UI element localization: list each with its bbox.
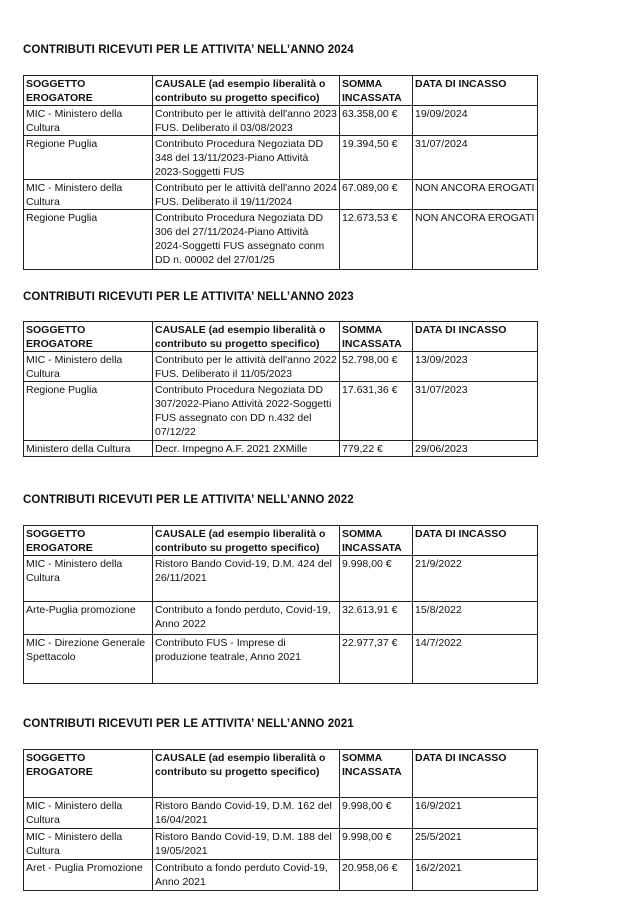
- header-data: DATA DI INCASSO: [413, 526, 538, 556]
- contributi-table-2024: [23, 75, 538, 270]
- cell-somma: 22.977,37 €: [340, 635, 413, 684]
- header-somma: SOMMA INCASSATA: [340, 322, 413, 352]
- header-somma: SOMMA INCASSATA: [340, 76, 413, 106]
- cell-somma: 52.798,00 €: [340, 352, 413, 382]
- table-row: [24, 180, 538, 210]
- cell-causale: Contributo Procedura Negoziata DD 348 del 13/11/2023-Piano Attività 2023-Soggetti FUS: [153, 136, 340, 180]
- cell-causale: Contributo per le attività dell'anno 2022 FUS. Deliberato il 11/05/2023: [153, 352, 340, 382]
- table-row: [24, 106, 538, 136]
- table-row: [24, 136, 538, 180]
- section-2024: [23, 43, 537, 266]
- header-data: DATA DI INCASSO: [413, 76, 538, 106]
- cell-data: 31/07/2023: [413, 382, 538, 441]
- cell-soggetto: MIC - Direzione Generale Spettacolo: [24, 635, 153, 684]
- cell-somma: 19.394,50 €: [340, 136, 413, 180]
- cell-somma: 9.998,00 €: [340, 556, 413, 602]
- cell-soggetto: MIC - Ministero della Cultura: [24, 829, 153, 860]
- cell-data: NON ANCORA EROGATI: [413, 210, 538, 270]
- cell-data: 16/2/2021: [413, 860, 538, 891]
- section-2022: [23, 493, 537, 663]
- cell-soggetto: Regione Puglia: [24, 136, 153, 180]
- header-soggetto: SOGGETTO EROGATORE: [24, 322, 153, 352]
- header-data: DATA DI INCASSO: [413, 322, 538, 352]
- contributi-table-2021: [23, 749, 538, 891]
- table-row: [24, 602, 538, 635]
- cell-somma: 63.358,00 €: [340, 106, 413, 136]
- cell-causale: Contributo a fondo perduto Covid-19, Anno 2021: [153, 860, 340, 891]
- table-row: [24, 635, 538, 684]
- cell-soggetto: MIC - Ministero della Cultura: [24, 106, 153, 136]
- section-title: CONTRIBUTI RICEVUTI PER LE ATTIVITA’ NELL’ANNO 2023: [23, 291, 354, 303]
- section-title: CONTRIBUTI RICEVUTI PER LE ATTIVITA’ NELL’ANNO 2024: [23, 44, 354, 56]
- table-header-row: [24, 750, 538, 798]
- header-somma: SOMMA INCASSATA: [340, 750, 413, 798]
- cell-soggetto: MIC - Ministero della Cultura: [24, 180, 153, 210]
- header-data: DATA DI INCASSO: [413, 750, 538, 798]
- cell-soggetto: Aret - Puglia Promozione: [24, 860, 153, 891]
- cell-data: 31/07/2024: [413, 136, 538, 180]
- cell-somma: 12.673,53 €: [340, 210, 413, 270]
- section-title: CONTRIBUTI RICEVUTI PER LE ATTIVITA’ NELL’ANNO 2021: [23, 718, 354, 730]
- cell-somma: 17.631,36 €: [340, 382, 413, 441]
- cell-data: 25/5/2021: [413, 829, 538, 860]
- cell-causale: Contributo per le attività dell'anno 2023 FUS. Deliberato il 03/08/2023: [153, 106, 340, 136]
- cell-soggetto: Ministero della Cultura: [24, 441, 153, 457]
- contributi-table-2023: [23, 321, 538, 457]
- cell-data: 13/09/2023: [413, 352, 538, 382]
- cell-causale: Contributo Procedura Negoziata DD 306 del 27/11/2024-Piano Attività 2024-Soggetti FUS assegnato conm DD n. 00002 del 27/01/25: [153, 210, 340, 270]
- cell-data: 29/06/2023: [413, 441, 538, 457]
- cell-somma: 32.613,91 €: [340, 602, 413, 635]
- header-somma: SOMMA INCASSATA: [340, 526, 413, 556]
- contributi-table-2022: [23, 525, 538, 684]
- table-header-row: [24, 76, 538, 106]
- cell-somma: 9.998,00 €: [340, 798, 413, 829]
- cell-soggetto: MIC - Ministero della Cultura: [24, 556, 153, 602]
- cell-data: NON ANCORA EROGATI: [413, 180, 538, 210]
- cell-causale: Ristoro Bando Covid-19, D.M. 188 del 19/05/2021: [153, 829, 340, 860]
- cell-somma: 67.089,00 €: [340, 180, 413, 210]
- cell-causale: Contributo Procedura Negoziata DD 307/2022-Piano Attività 2022-Soggetti FUS assegnato con DD n.432 del 07/12/22: [153, 382, 340, 441]
- cell-soggetto: Arte-Puglia promozione: [24, 602, 153, 635]
- table-row: [24, 210, 538, 270]
- cell-somma: 9.998,00 €: [340, 829, 413, 860]
- header-causale: CAUSALE (ad esempio liberalità o contributo su progetto specifico): [153, 750, 340, 798]
- table-header-row: [24, 526, 538, 556]
- cell-causale: Ristoro Bando Covid-19, D.M. 424 del 26/11/2021: [153, 556, 340, 602]
- cell-data: 15/8/2022: [413, 602, 538, 635]
- table-row: [24, 352, 538, 382]
- cell-soggetto: MIC - Ministero della Cultura: [24, 352, 153, 382]
- cell-causale: Contributo FUS - Imprese di produzione teatrale, Anno 2021: [153, 635, 340, 684]
- cell-soggetto: MIC - Ministero della Cultura: [24, 798, 153, 829]
- table-header-row: [24, 322, 538, 352]
- section-2023: [23, 290, 537, 455]
- header-causale: CAUSALE (ad esempio liberalità o contributo su progetto specifico): [153, 322, 340, 352]
- cell-data: 16/9/2021: [413, 798, 538, 829]
- table-row: [24, 441, 538, 457]
- cell-causale: Contributo per le attività dell'anno 2024 FUS. Deliberato il 19/11/2024: [153, 180, 340, 210]
- table-row: [24, 382, 538, 441]
- cell-somma: 779,22 €: [340, 441, 413, 457]
- header-soggetto: SOGGETTO EROGATORE: [24, 526, 153, 556]
- cell-causale: Decr. Impegno A.F. 2021 2XMille: [153, 441, 340, 457]
- header-soggetto: SOGGETTO EROGATORE: [24, 76, 153, 106]
- table-row: [24, 860, 538, 891]
- table-row: [24, 556, 538, 602]
- cell-soggetto: Regione Puglia: [24, 210, 153, 270]
- section-title: CONTRIBUTI RICEVUTI PER LE ATTIVITA’ NELL’ANNO 2022: [23, 494, 354, 506]
- table-row: [24, 798, 538, 829]
- header-soggetto: SOGGETTO EROGATORE: [24, 750, 153, 798]
- cell-soggetto: Regione Puglia: [24, 382, 153, 441]
- cell-data: 14/7/2022: [413, 635, 538, 684]
- cell-causale: Ristoro Bando Covid-19, D.M. 162 del 16/04/2021: [153, 798, 340, 829]
- table-row: [24, 829, 538, 860]
- cell-data: 21/9/2022: [413, 556, 538, 602]
- cell-data: 19/09/2024: [413, 106, 538, 136]
- cell-causale: Contributo a fondo perduto, Covid-19, Anno 2022: [153, 602, 340, 635]
- cell-somma: 20.958,06 €: [340, 860, 413, 891]
- header-causale: CAUSALE (ad esempio liberalità o contributo su progetto specifico): [153, 76, 340, 106]
- header-causale: CAUSALE (ad esempio liberalità o contributo su progetto specifico): [153, 526, 340, 556]
- section-2021: [23, 717, 537, 888]
